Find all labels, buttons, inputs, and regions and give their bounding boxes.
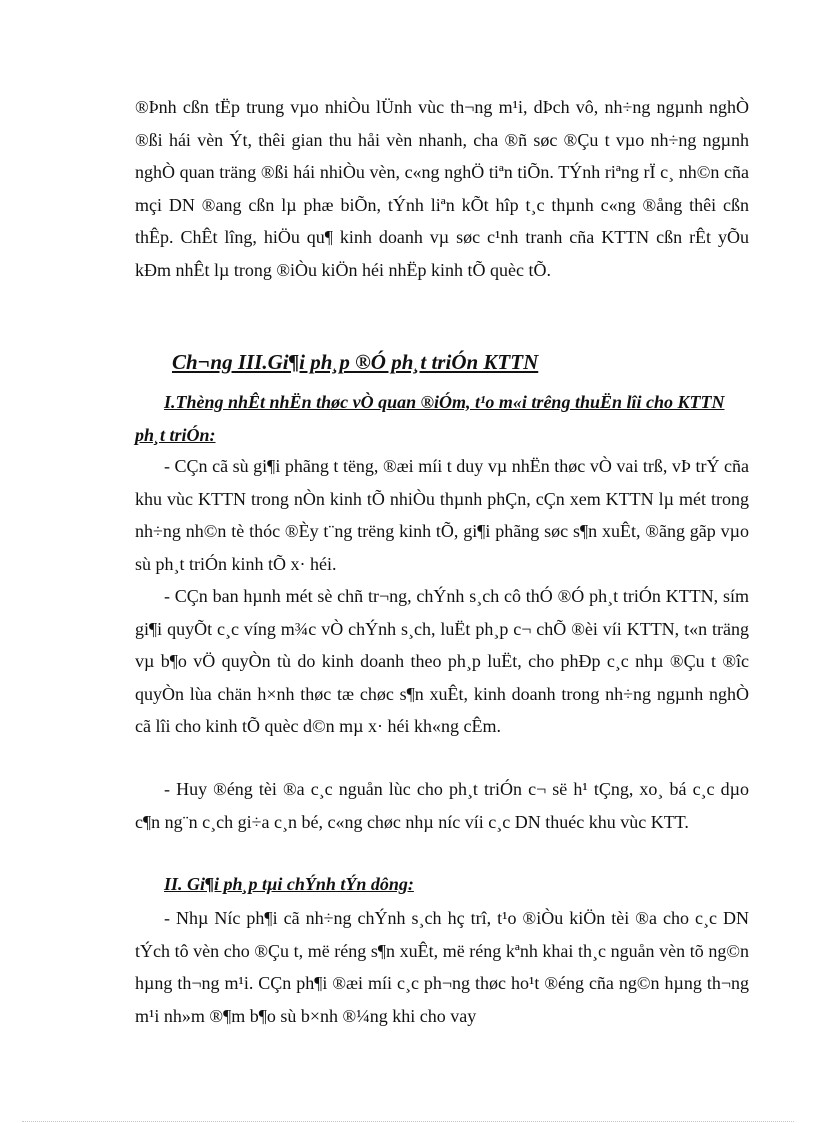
- paragraph-resources: - Huy ®éng tèi ®a c¸c nguån lùc cho ph¸t triÓn c¬ së h¹ tÇng, xo¸ bá c¸c dµo c¶n ng¨n c¸ch gi÷a c¸n bé, c«ng chøc nhµ níc víi c¸c DN thuéc khu vùc KTT.: [135, 779, 749, 832]
- section-heading-2: II. Gi¶i ph¸p tµi chÝnh tÝn dông:: [164, 874, 414, 894]
- page-bottom-rule: [22, 1121, 794, 1122]
- chapter-title: Ch¬ng III.Gi¶i ph¸p ®Ó ph¸t triÓn KTTN: [172, 350, 539, 374]
- paragraph-awareness: - CÇn cã sù gi¶i phãng t tëng, ®æi míi t duy vµ nhËn thøc vÒ vai trß, vÞ trÝ cña khu vùc KTTN trong nÒn kinh tÕ nhiÒu thµnh phÇn, cÇn xem KTTN lµ mét trong nh÷ng nh©n tè thóc ®Èy t¨ng trëng kinh tÕ, gi¶i phãng søc s¶n xuÊt, ®ãng gãp vµo sù ph¸t triÓn kinh tÕ x· héi.: [135, 456, 749, 574]
- section-heading-1: I.Thèng nhÊt nhËn thøc vÒ quan ®iÓm, t¹o m«i trêng thuËn lîi cho KTTN ph¸t triÓn:: [135, 392, 725, 445]
- paragraph-intro: ®Þnh cßn tËp trung vµo nhiÒu lÜnh vùc th¬ng m¹i, dÞch vô, nh÷ng ngµnh nghÒ ®ßi hái vèn Ýt, thêi gian thu håi vèn nhanh, cha ®ñ søc ®Çu t vµo nh÷ng ngµnh nghÒ quan träng ®ßi hái nhiÒu vèn, c«ng nghÖ tiªn tiÕn. TÝnh riªng rÏ c¸ nh©n cña mçi DN ®ang cßn lµ phæ biÕn, tÝnh liªn kÕt hîp t¸c thµnh c«ng ®ång thêi cßn thÊp. ChÊt lîng, hiÖu qu¶ kinh doanh vµ søc c¹nh tranh cña KTTN cßn rÊt yÕu kÐm nhÊt lµ trong ®iÒu kiÖn héi nhËp kinh tÕ quèc tÕ.: [135, 97, 749, 280]
- paragraph-finance: - Nhµ Níc ph¶i cã nh÷ng chÝnh s¸ch hç trî, t¹o ®iÒu kiÖn tèi ®a cho c¸c DN tÝch tô vèn cho ®Çu t, më réng s¶n xuÊt, më réng kªnh khai th¸c nguån vèn tõ ng©n hµng th¬ng m¹i. CÇn ph¶i ®æi míi c¸c ph¬ng thøc ho¹t ®éng cña ng©n hµng th¬ng m¹i nh»m ®¶m b¶o sù b×nh ®¼ng khi cho vay: [135, 908, 749, 1026]
- paragraph-policy: - CÇn ban hµnh mét sè chñ tr¬ng, chÝnh s¸ch cô thÓ ®Ó ph¸t triÓn KTTN, sím gi¶i quyÕt c¸c víng m¾c vÒ chÝnh s¸ch, luËt ph¸p c¬ chÕ ®èi víi KTTN, t«n träng vµ b¶o vÖ quyÒn tù do kinh doanh theo ph¸p luËt, cho phÐp c¸c nhµ ®Çu t ®îc quyÒn lùa chän h×nh thøc tæ chøc s¶n xuÊt, kinh doanh trong nh÷ng ngµnh nghÒ cã lîi cho kinh tÕ quèc d©n mµ x· héi kh«ng cÊm.: [135, 586, 749, 736]
